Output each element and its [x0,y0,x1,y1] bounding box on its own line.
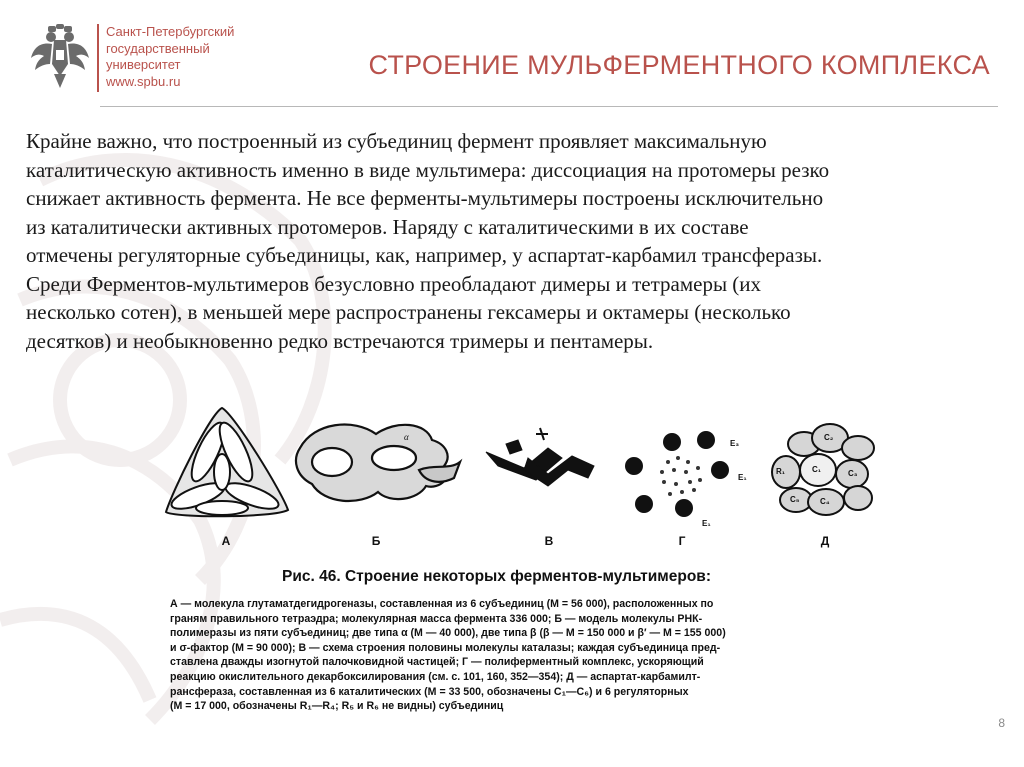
figure-caption-title: Рис. 46. Строение некоторых ферментов-мультимеров: [282,568,711,585]
body-line: из каталитически активных протомеров. Наряду с каталитическими в их составе [26,214,749,239]
caption-line: А — молекула глутаматдегидрогеназы, составленная из 6 субъединиц (M = 56 000), расположенных по [170,598,714,610]
university-line: университет [106,57,181,72]
university-line: Санкт-Петербургский [106,24,235,39]
body-paragraph [26,127,1016,355]
university-name [106,24,276,90]
caption-line: граням правильного тетраэдра; молекулярная масса фермента 336 000; Б — модель молекулы РНК- [170,612,703,625]
svg-text:E₁: E₁ [702,519,711,528]
panel-letter-b: Б [371,534,381,548]
panel-d-illustration [625,431,747,528]
panel-letter-a: А [221,534,231,548]
caption-line: рансфераза, составленная из 6 каталитических (M = 33 500, обозначены C₁—C₆) и 6 регуляторных [170,685,689,698]
panel-letter-e: Д [820,534,830,548]
panel-a-illustration [166,408,288,516]
enzyme-figure [164,400,898,720]
caption-line: реакцию окислительного декарбоксилирования (см. с. 101, 160, 352—354); Д — аспартат-карбамилт- [170,670,701,683]
body-line: каталитическую активность именно в виде мультимера: диссоциация на протомеры резко [26,157,830,182]
caption-line: полимеразы из пяти субъединиц; две типа α (M — 40 000), две типа β (β — M = 150 000 и β′ — M = 155 000) [170,627,726,640]
caption-line: (M = 17 000, обозначены R₁—R₄; R₅ и R₆ не видны) субъединиц [170,700,504,713]
svg-text:C₄: C₄ [820,497,830,506]
title-divider [100,106,998,107]
slide-title: СТРОЕНИЕ МУЛЬФЕРМЕНТНОГО КОМПЛЕКСА [368,50,990,80]
university-line: государственный [106,40,210,56]
figure-illustrations [164,400,898,540]
svg-text:C₃: C₃ [848,469,858,478]
panel-letter-d: Г [678,534,686,548]
panel-e-illustration [772,424,874,515]
university-url: www.spbu.ru [106,73,181,89]
logo-divider [97,24,99,92]
panel-b-illustration [296,425,460,502]
slide-header [0,0,1024,108]
svg-text:C₂: C₂ [824,433,834,442]
svg-text:R₁: R₁ [776,467,786,476]
panel-c-illustration [486,428,594,486]
page-number: 8 [998,716,1005,730]
caption-line: ставлена дважды изогнутой палочковидной частицей; Г — полиферментный комплекс, ускоряющий [170,656,704,669]
svg-text:α: α [404,432,409,442]
body-line: отмечены регуляторные субъединицы, как, например, у аспартат-карбамил трансферазы. [26,243,823,267]
body-line: несколько сотен), в меньшей мере распространены гексамеры и октамеры (несколько [26,300,791,324]
body-line: Среди Ферментов-мультимеров безусловно преобладают димеры и тетрамеры (их [26,271,762,296]
svg-text:C₅: C₅ [790,495,800,504]
svg-text:E₃: E₃ [730,439,740,448]
university-emblem-icon [30,24,90,90]
panel-letter-c: В [544,534,554,548]
caption-line: и σ-фактор (M = 90 000); В — схема строения половины молекулы каталазы; каждая субъединица пред- [170,641,721,654]
body-line: десятков) и необыкновенно редко встречаются тримеры и пентамеры. [26,328,654,353]
body-line: снижает активность фермента. Не все ферменты-мультимеры построены исключительно [26,186,824,210]
svg-text:C₁: C₁ [812,465,822,474]
body-line: Крайне важно, что построенный из субъединиц фермент проявляет максимальную [26,129,767,153]
figure-caption-body [170,597,894,714]
svg-text:E₁: E₁ [738,473,747,482]
